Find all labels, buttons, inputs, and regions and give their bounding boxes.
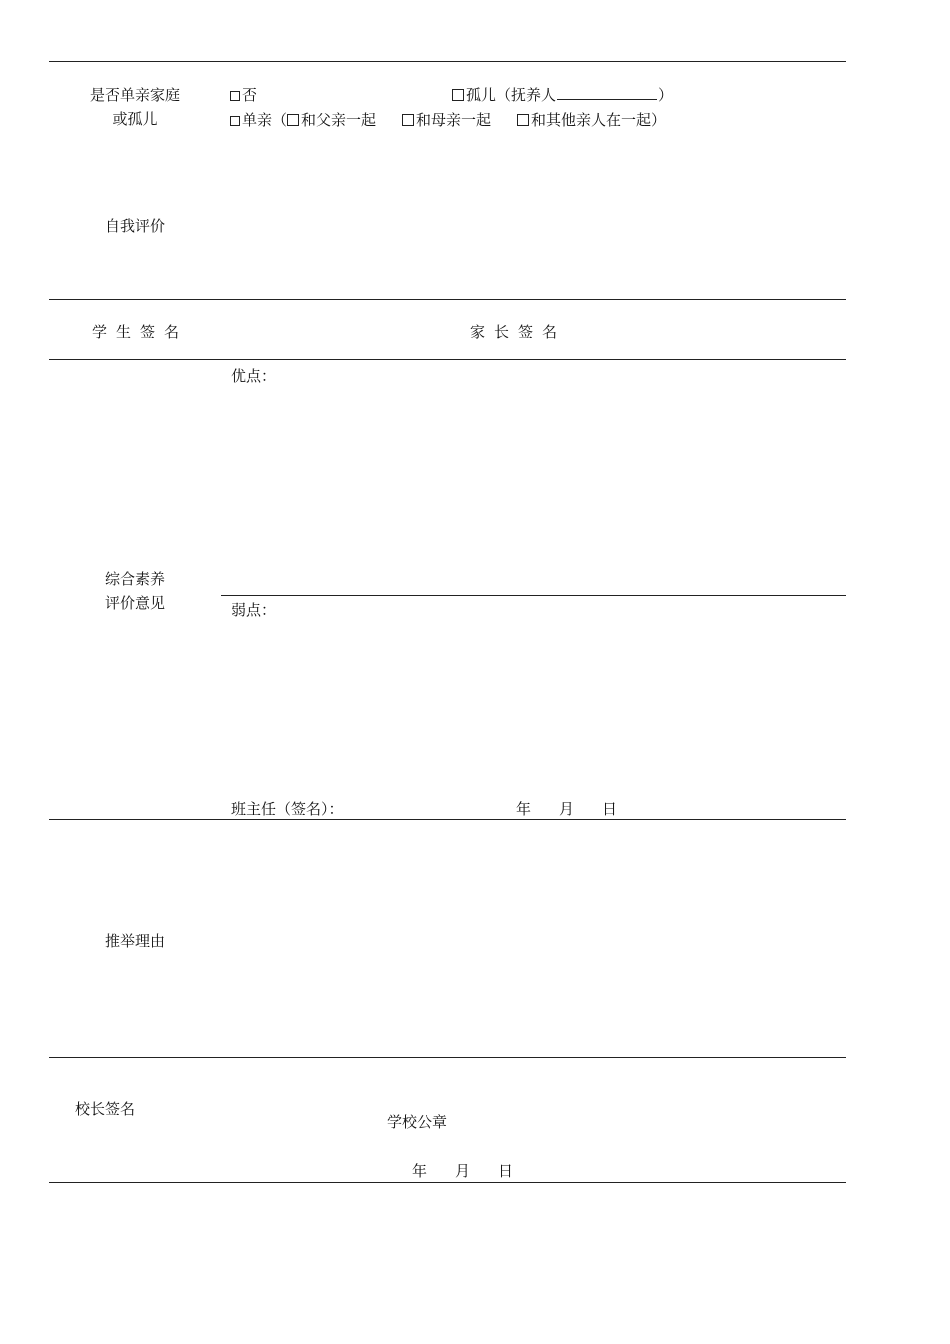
single-parent-label-line2: 或孤儿 bbox=[112, 110, 158, 128]
evaluation-label-line2: 评价意见 bbox=[104, 594, 165, 612]
evaluation-label-line1: 综合素养 bbox=[104, 570, 165, 588]
weaknesses-label: 弱点： bbox=[231, 601, 277, 619]
parent-sign-label: 家长签名 bbox=[470, 323, 567, 341]
principal-date-day: 日 bbox=[498, 1162, 514, 1180]
rule-after-signatures bbox=[49, 359, 846, 360]
rule-after-evaluation bbox=[49, 819, 846, 820]
teacher-date bbox=[516, 797, 617, 821]
guardian-name-blank[interactable] bbox=[557, 85, 657, 100]
option-no-label: 否 bbox=[242, 86, 258, 104]
option-single-parent bbox=[230, 108, 666, 132]
checkbox-with-relatives[interactable] bbox=[517, 114, 529, 126]
student-sign-label: 学生签名 bbox=[91, 323, 188, 341]
rule-strengths-weaknesses bbox=[221, 595, 846, 596]
checkbox-no[interactable] bbox=[230, 91, 240, 101]
checkbox-single-parent[interactable] bbox=[230, 116, 240, 126]
option-no[interactable] bbox=[230, 83, 257, 107]
teacher-sign-label: 班主任（签名）： bbox=[231, 800, 344, 818]
rule-after-self-eval bbox=[49, 299, 846, 300]
principal-date bbox=[412, 1159, 513, 1183]
teacher-date-year: 年 bbox=[516, 800, 532, 818]
school-seal-label: 学校公章 bbox=[387, 1113, 448, 1131]
option-with-father-label: 和父亲一起 bbox=[301, 111, 377, 129]
option-single-label: 单亲（ bbox=[242, 111, 288, 129]
recommend-label: 推举理由 bbox=[104, 932, 165, 950]
evaluation-label bbox=[70, 567, 200, 615]
teacher-date-day: 日 bbox=[602, 800, 618, 818]
option-orphan[interactable] bbox=[452, 83, 673, 107]
single-parent-label-line1: 是否单亲家庭 bbox=[89, 86, 180, 104]
self-eval-label: 自我评价 bbox=[104, 217, 165, 235]
teacher-date-month: 月 bbox=[559, 800, 575, 818]
rule-top bbox=[49, 61, 846, 62]
checkbox-with-father[interactable] bbox=[287, 114, 299, 126]
option-orphan-label: 孤儿（抚养人 bbox=[466, 86, 557, 104]
checkbox-with-mother[interactable] bbox=[402, 114, 414, 126]
option-orphan-close: ） bbox=[658, 86, 674, 104]
principal-sign-label: 校长签名 bbox=[75, 1100, 136, 1118]
option-with-relatives-label: 和其他亲人在一起） bbox=[531, 111, 667, 129]
rule-after-recommend bbox=[49, 1057, 846, 1058]
single-parent-label bbox=[70, 83, 200, 131]
strengths-label: 优点： bbox=[231, 367, 277, 385]
checkbox-orphan[interactable] bbox=[452, 89, 464, 101]
principal-date-month: 月 bbox=[455, 1162, 471, 1180]
principal-date-year: 年 bbox=[412, 1162, 428, 1180]
option-with-mother-label: 和母亲一起 bbox=[416, 111, 492, 129]
